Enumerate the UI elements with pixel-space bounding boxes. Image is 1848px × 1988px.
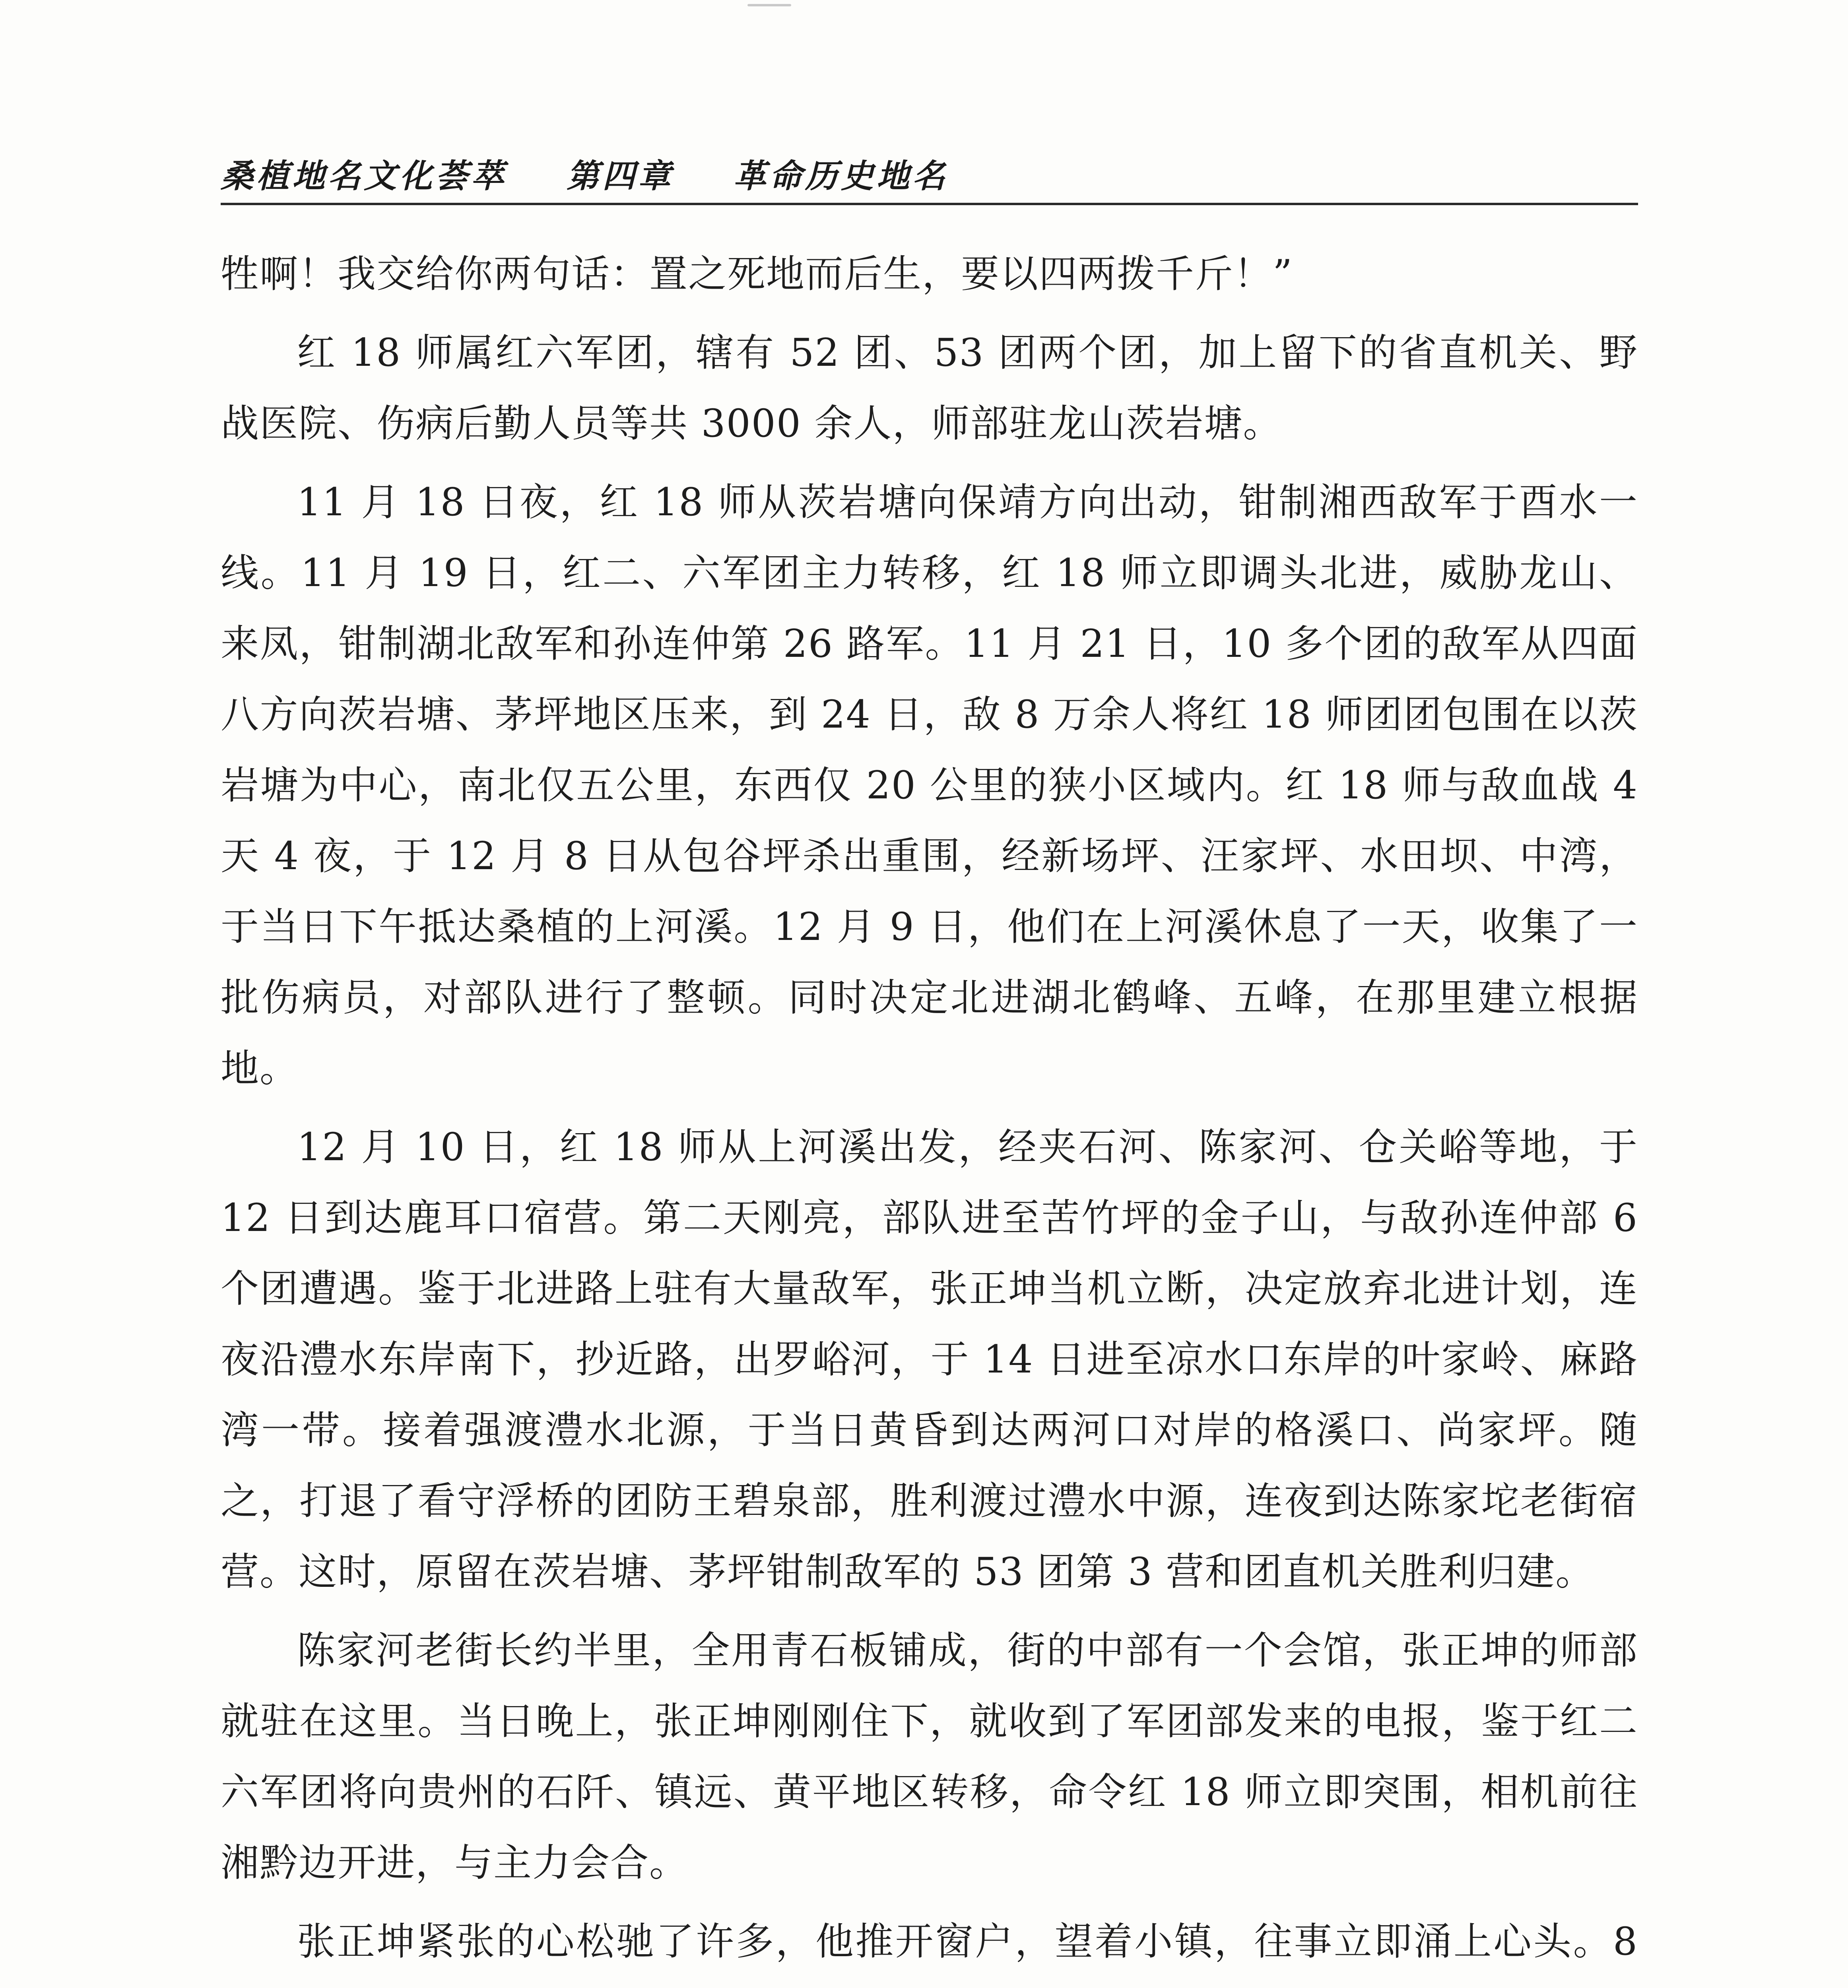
scan-mark	[747, 4, 791, 6]
body-text	[221, 239, 1638, 1988]
paragraph: 牲啊！我交给你两句话：置之死地而后生，要以四两拨千斤！”	[221, 252, 1293, 296]
header-rule	[221, 203, 1638, 205]
running-header	[221, 150, 1638, 197]
section-title: 革命历史地名	[734, 157, 948, 195]
book-title: 桑植地名文化荟萃	[221, 157, 507, 195]
paragraph: 张正坤紧张的心松驰了许多，他推开窗户，望着小镇，往事立即涌上心头。8	[297, 1919, 1638, 1964]
chapter-label: 第四章	[567, 157, 674, 195]
paragraph: 12 月 10 日，红 18 师从上河溪出发，经夹石河、陈家河、仓关峪等地，于 12 日到达鹿耳口宿营。第二天刚亮，部队进至苦竹坪的金子山，与敌孙连仲部 6 个团遭遇。鉴于北进路上驻有大量敌军，张正坤当机立断，决定放弃北进计划，连夜沿澧水东岸南下，抄近路，出罗峪河，于 14 日进至凉水口东岸的叶家岭、麻路湾一带。接着强渡澧水北源，于当日黄昏到达两河口对岸的格溪口、尚家坪。随之，打退了看守浮桥的团防王碧泉部，胜利渡过澧水中源，连夜到达陈家坨老街宿营。这时，原留在茨岩塘、茅坪钳制敌军的 53 团第 3 营和团直机关胜利归建。	[221, 1125, 1638, 1594]
paragraph: 陈家河老街长约半里，全用青石板铺成，街的中部有一个会馆，张正坤的师部就驻在这里。当日晚上，张正坤刚刚住下，就收到了军团部发来的电报，鉴于红二六军团将向贵州的石阡、镇远、黄平地区转移，命令红 18 师立即突围，相机前往湘黔边开进，与主力会合。	[221, 1628, 1638, 1885]
paragraph: 11 月 18 日夜，红 18 师从茨岩塘向保靖方向出动，钳制湘西敌军于酉水一线。11 月 19 日，红二、六军团主力转移，红 18 师立即调头北进，威胁龙山、来凤，钳制湖北敌军和孙连仲第 26 路军。11 月 21 日，10 多个团的敌军从四面八方向茨岩塘、茅坪地区压来，到 24 日，敌 8 万余人将红 18 师团团包围在以茨岩塘为中心，南北仅五公里，东西仅 20 公里的狭小区域内。红 18 师与敌血战 4 天 4 夜，于 12 月 8 日从包谷坪杀出重围，经新场坪、汪家坪、水田坝、中湾，于当日下午抵达桑植的上河溪。12 月 9 日，他们在上河溪休息了一天，收集了一批伤病员，对部队进行了整顿。同时决定北进湖北鹤峰、五峰，在那里建立根据地。	[221, 480, 1638, 1091]
paragraph: 红 18 师属红六军团，辖有 52 团、53 团两个团，加上留下的省直机关、野战医院、伤病后勤人员等共 3000 余人，师部驻龙山茨岩塘。	[221, 330, 1638, 446]
